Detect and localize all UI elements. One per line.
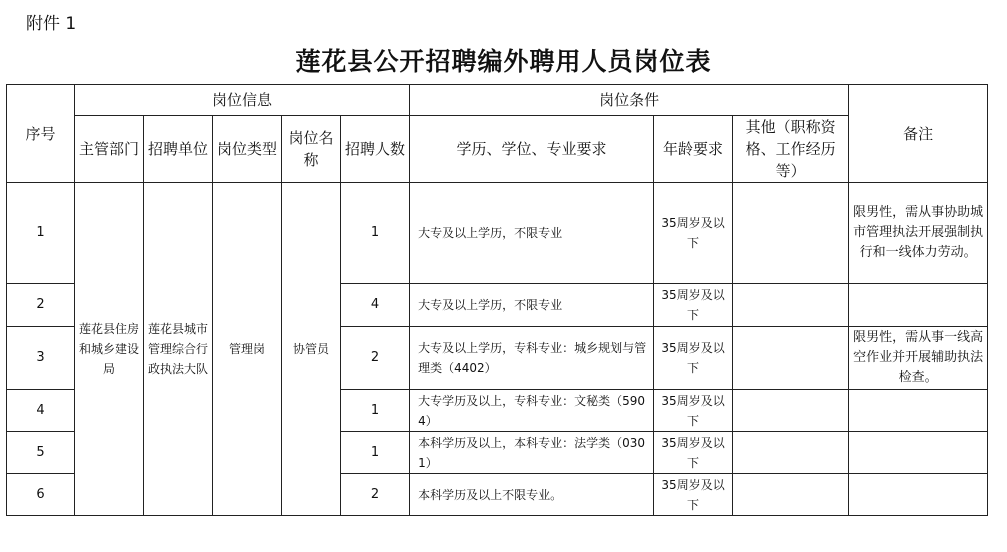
row-education: 大专及以上学历，专科专业：城乡规划与管理类（4402） bbox=[410, 327, 654, 390]
row-note: 限男性，需从事协助城市管理执法开展强制执行和一线体力劳动。 bbox=[849, 183, 988, 284]
row-note bbox=[849, 390, 988, 432]
row-note bbox=[849, 474, 988, 516]
row-seq: 5 bbox=[7, 432, 75, 474]
row-count: 1 bbox=[341, 390, 410, 432]
row-age: 35周岁及以下 bbox=[654, 390, 733, 432]
header-remarks: 备注 bbox=[849, 85, 988, 183]
row-seq: 6 bbox=[7, 474, 75, 516]
header-age: 年龄要求 bbox=[654, 116, 733, 183]
header-headcount: 招聘人数 bbox=[341, 116, 410, 183]
header-unit: 招聘单位 bbox=[144, 116, 213, 183]
header-job-type: 岗位类型 bbox=[213, 116, 282, 183]
row-education: 大专及以上学历，不限专业 bbox=[410, 183, 654, 284]
row-note bbox=[849, 284, 988, 327]
row-age: 35周岁及以下 bbox=[654, 183, 733, 284]
row-education: 大专及以上学历，不限专业 bbox=[410, 284, 654, 327]
row-count: 2 bbox=[341, 474, 410, 516]
row-age: 35周岁及以下 bbox=[654, 474, 733, 516]
job-type-cell: 管理岗 bbox=[213, 183, 282, 516]
row-seq: 3 bbox=[7, 327, 75, 390]
row-age: 35周岁及以下 bbox=[654, 284, 733, 327]
row-count: 2 bbox=[341, 327, 410, 390]
header-education: 学历、学位、专业要求 bbox=[410, 116, 654, 183]
page-title: 莲花县公开招聘编外聘用人员岗位表 bbox=[295, 47, 712, 76]
row-seq: 2 bbox=[7, 284, 75, 327]
row-count: 1 bbox=[341, 183, 410, 284]
row-education: 本科学历及以上不限专业。 bbox=[410, 474, 654, 516]
row-seq: 4 bbox=[7, 390, 75, 432]
row-other bbox=[733, 474, 849, 516]
row-other bbox=[733, 390, 849, 432]
header-other: 其他（职称资格、工作经历等） bbox=[733, 116, 849, 183]
row-count: 1 bbox=[341, 432, 410, 474]
job-table bbox=[6, 84, 988, 516]
row-count: 4 bbox=[341, 284, 410, 327]
table-row bbox=[7, 183, 988, 284]
row-seq: 1 bbox=[7, 183, 75, 284]
row-age: 35周岁及以下 bbox=[654, 327, 733, 390]
row-note: 限男性，需从事一线高空作业并开展辅助执法检查。 bbox=[849, 327, 988, 390]
dept-cell: 莲花县住房和城乡建设局 bbox=[75, 183, 144, 516]
row-other bbox=[733, 432, 849, 474]
header-job-conditions: 岗位条件 bbox=[410, 85, 849, 116]
job-name-cell: 协管员 bbox=[282, 183, 341, 516]
row-note bbox=[849, 432, 988, 474]
header-dept: 主管部门 bbox=[75, 116, 144, 183]
attachment-label: 附件 1 bbox=[26, 14, 77, 34]
row-other bbox=[733, 284, 849, 327]
row-other bbox=[733, 183, 849, 284]
header-seq: 序号 bbox=[7, 85, 75, 183]
header-job-name: 岗位名称 bbox=[282, 116, 341, 183]
row-age: 35周岁及以下 bbox=[654, 432, 733, 474]
row-other bbox=[733, 327, 849, 390]
header-job-info: 岗位信息 bbox=[75, 85, 410, 116]
row-education: 大专学历及以上，专科专业：文秘类（5904） bbox=[410, 390, 654, 432]
unit-cell: 莲花县城市管理综合行政执法大队 bbox=[144, 183, 213, 516]
row-education: 本科学历及以上，本科专业：法学类（0301） bbox=[410, 432, 654, 474]
